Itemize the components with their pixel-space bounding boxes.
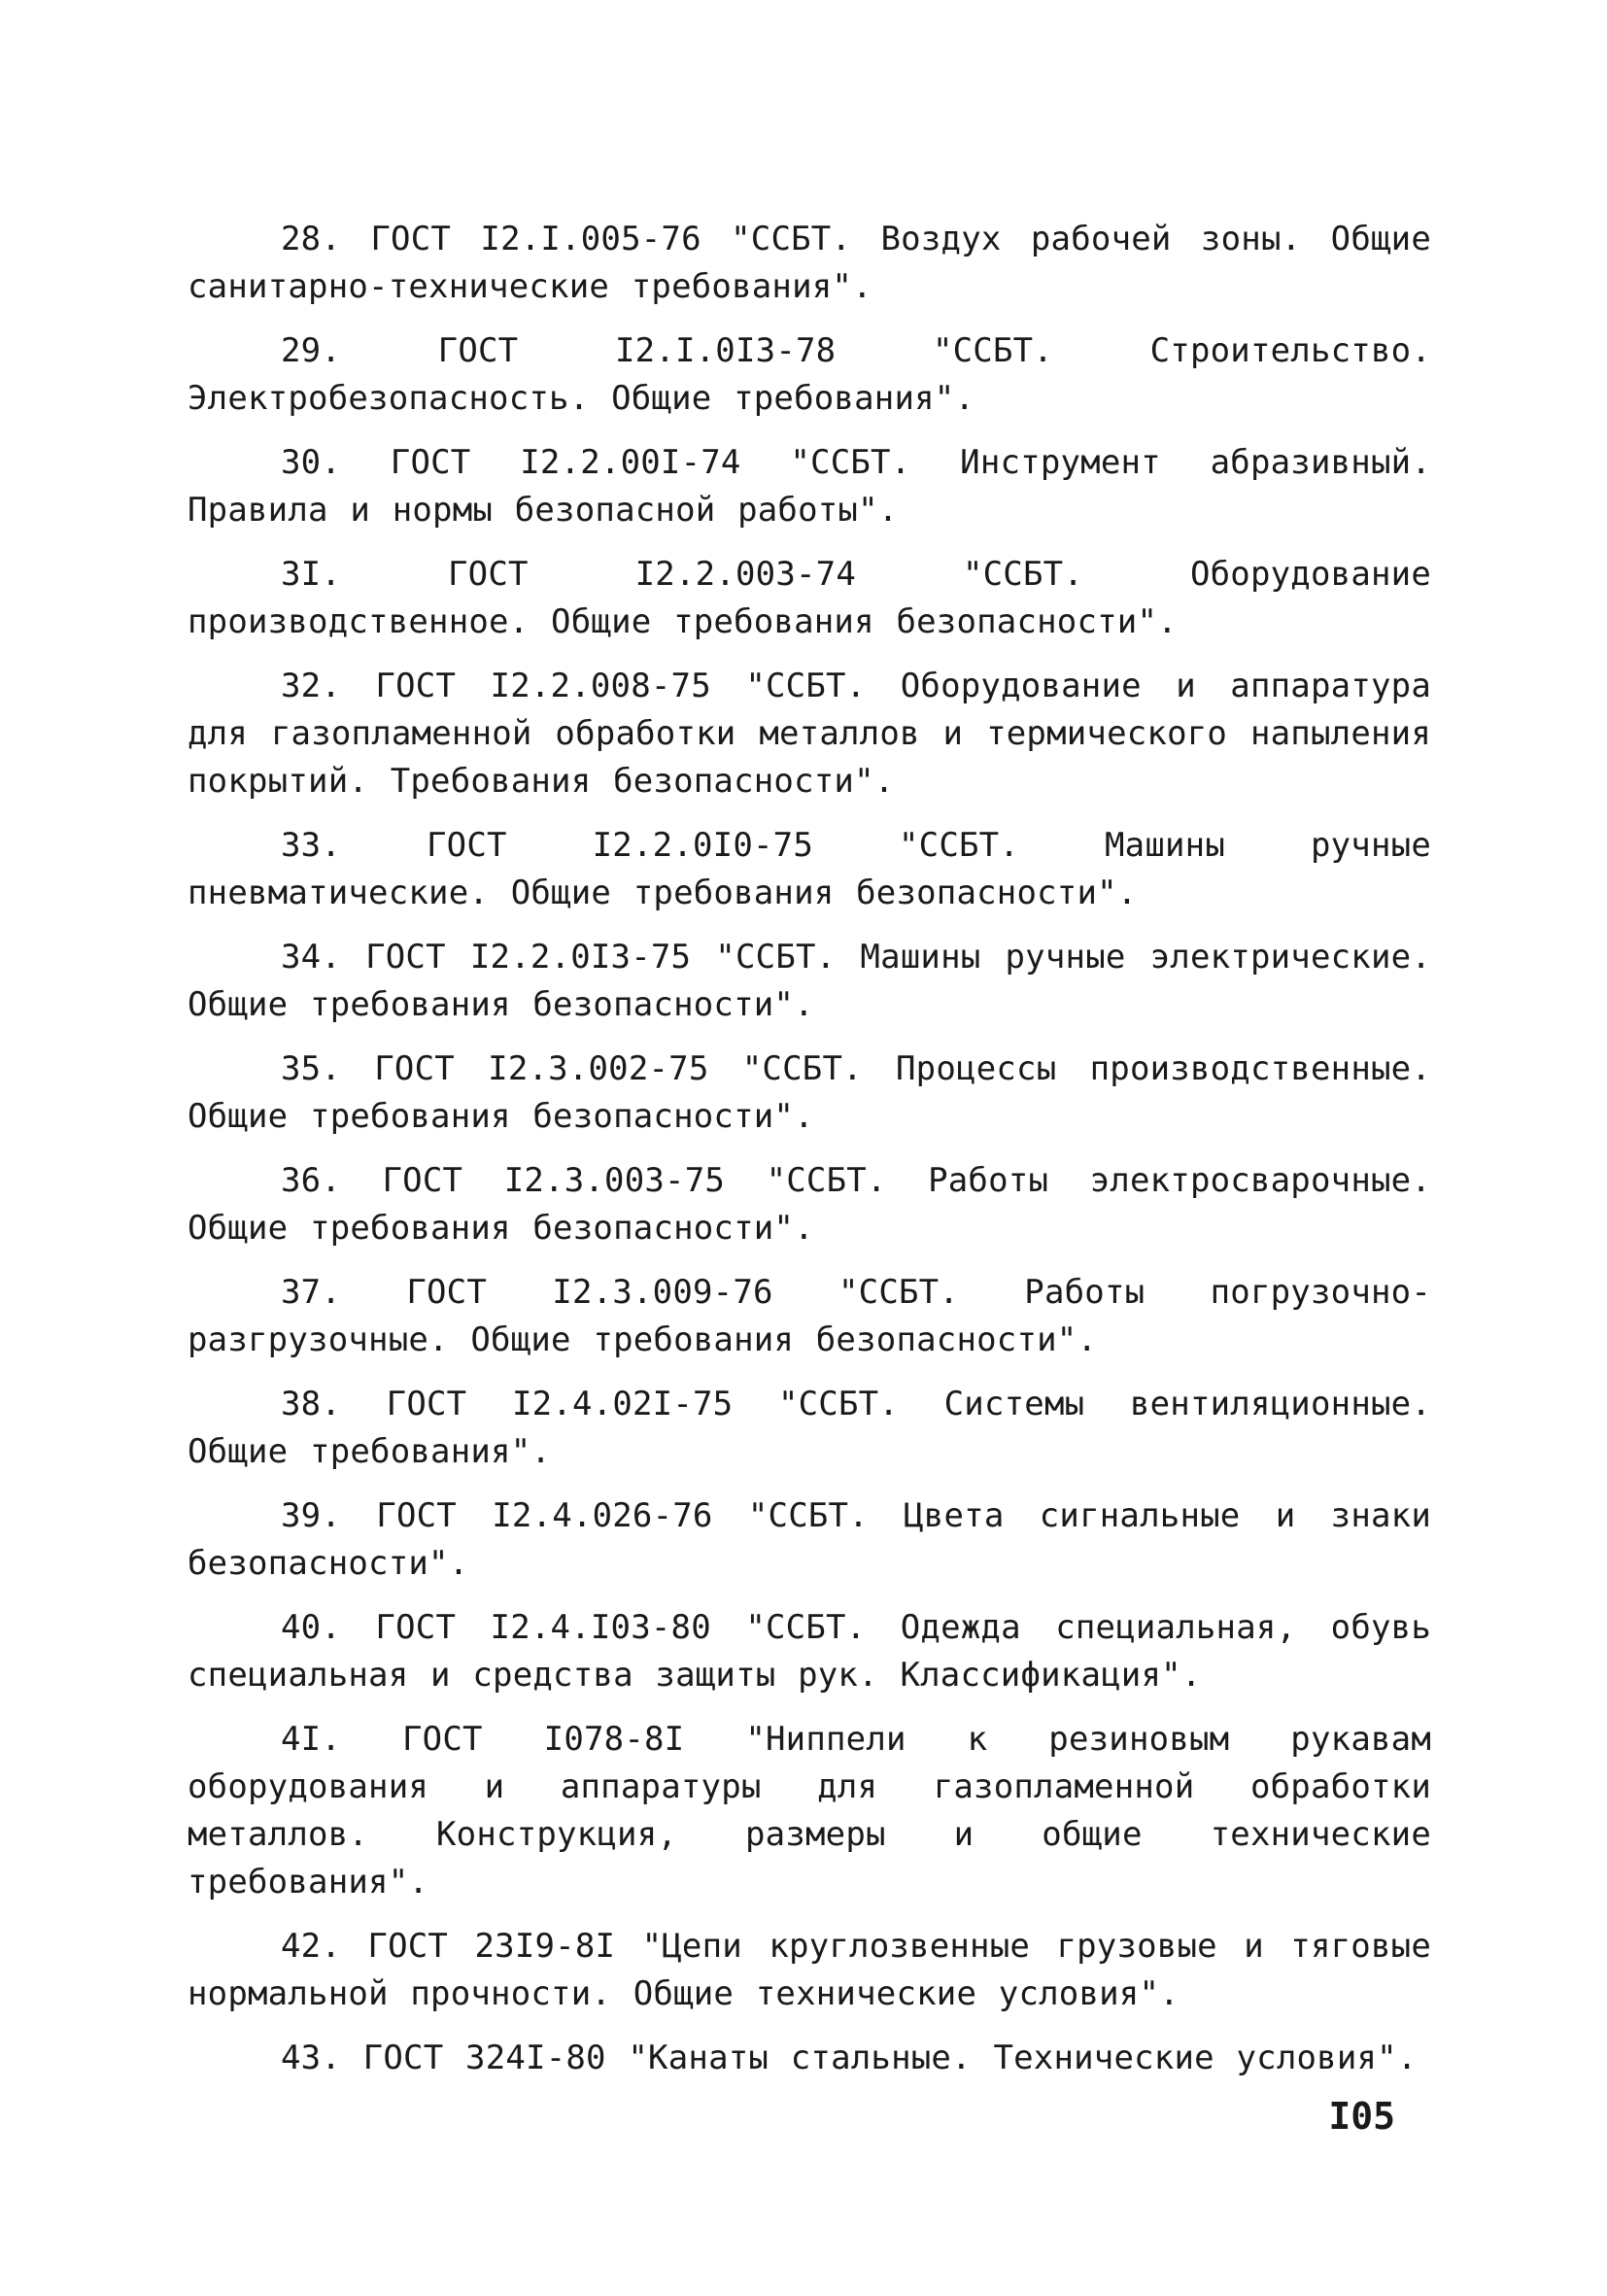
reference-item-41: 4I. ГОСТ I078-8I "Ниппели к резиновым рукавам оборудования и аппаратуры для газопламенной обработки металлов. Конструкция, размеры и общие технические требования". — [188, 1720, 1431, 1902]
reference-item-39: 39. ГОСТ I2.4.026-76 "ССБТ. Цвета сигнальные и знаки безопасности". — [188, 1496, 1431, 1583]
reference-item-36: 36. ГОСТ I2.3.003-75 "ССБТ. Работы электросварочные. Общие требования безопасности". — [188, 1161, 1431, 1248]
reference-item-29: 29. ГОСТ I2.I.0I3-78 "ССБТ. Строительство. Электробезопасность. Общие требования". — [188, 331, 1431, 418]
reference-item-37: 37. ГОСТ I2.3.009-76 "ССБТ. Работы погрузочно-разгрузочные. Общие требования безопасности". — [188, 1273, 1431, 1359]
reference-item-34: 34. ГОСТ I2.2.0I3-75 "ССБТ. Машины ручные электрические. Общие требования безопасности". — [188, 938, 1431, 1024]
page-number: I05 — [1328, 2095, 1395, 2138]
reference-item-38: 38. ГОСТ I2.4.02I-75 "ССБТ. Системы вентиляционные. Общие требования". — [188, 1385, 1431, 1471]
reference-item-42: 42. ГОСТ 23I9-8I "Цепи круглозвенные грузовые и тяговые нормальной прочности. Общие технические условия". — [188, 1927, 1431, 2013]
reference-list — [188, 216, 1431, 2099]
reference-item-33: 33. ГОСТ I2.2.0I0-75 "ССБТ. Машины ручные пневматические. Общие требования безопасности". — [188, 826, 1431, 912]
reference-item-31: 3I. ГОСТ I2.2.003-74 "ССБТ. Оборудование производственное. Общие требования безопасности". — [188, 555, 1431, 641]
reference-item-32: 32. ГОСТ I2.2.008-75 "ССБТ. Оборудование и аппаратура для газопламенной обработки металлов и термического напыления покрытий. Требования безопасности". — [188, 667, 1431, 801]
reference-item-35: 35. ГОСТ I2.3.002-75 "ССБТ. Процессы производственные. Общие требования безопасности". — [188, 1049, 1431, 1136]
reference-item-40: 40. ГОСТ I2.4.I03-80 "ССБТ. Одежда специальная, обувь специальная и средства защиты рук. Классификация". — [188, 1608, 1431, 1695]
reference-item-28: 28. ГОСТ I2.I.005-76 "ССБТ. Воздух рабочей зоны. Общие санитарно-технические требования". — [188, 220, 1431, 306]
reference-item-30: 30. ГОСТ I2.2.00I-74 "ССБТ. Инструмент абразивный. Правила и нормы безопасной работы". — [188, 443, 1431, 530]
reference-item-43: 43. ГОСТ 324I-80 "Канаты стальные. Технические условия". — [281, 2039, 1418, 2077]
